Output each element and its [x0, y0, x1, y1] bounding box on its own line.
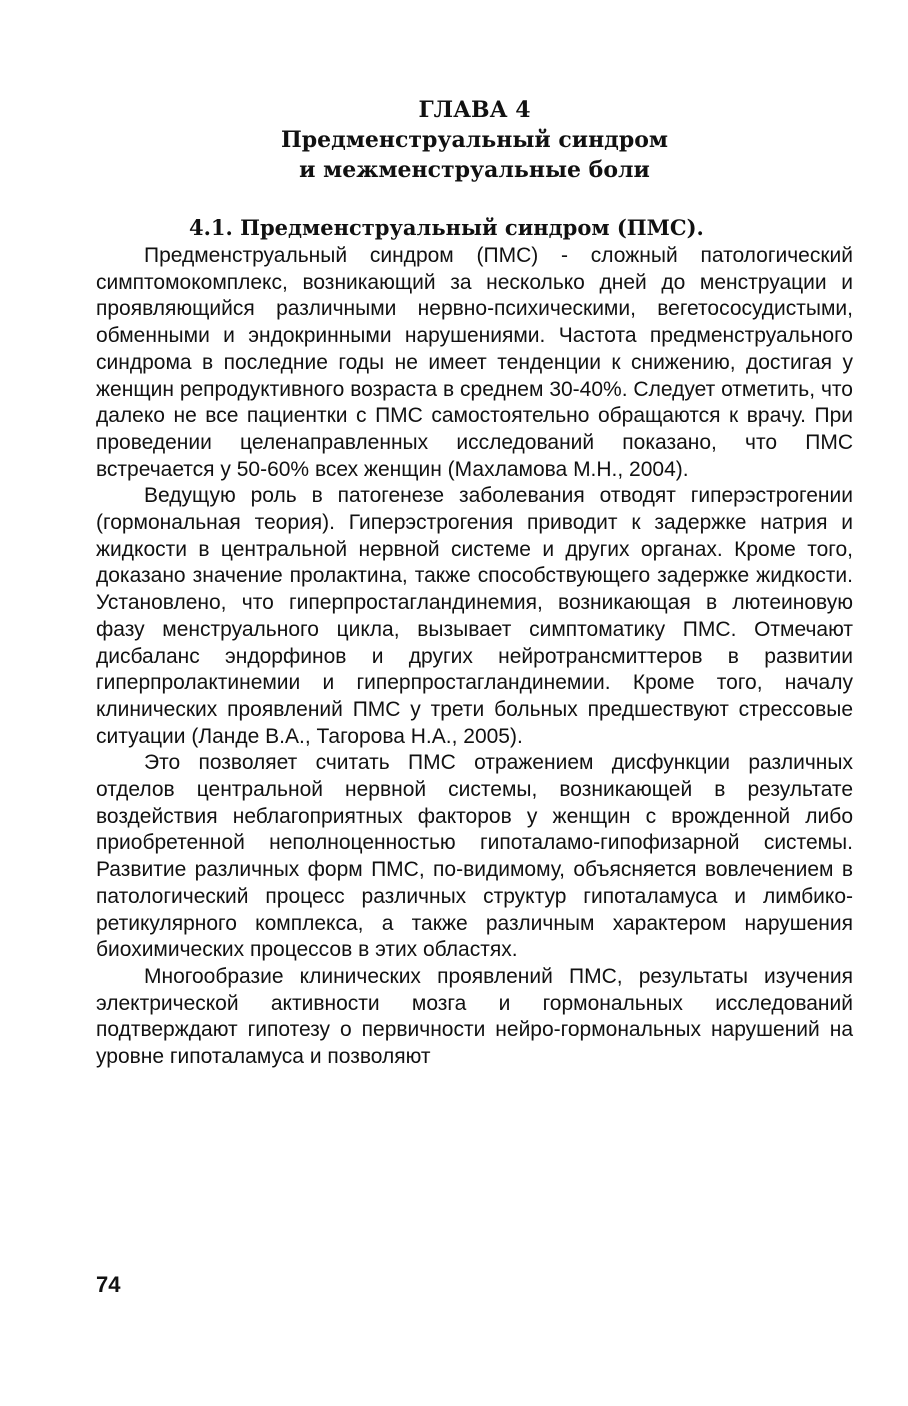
paragraph-1: Предменструальный синдром (ПМС) - сложный патологический симптомокомплекс, возникающий за несколько дней до менструации и проявляющийся различными нервно-психическими, вегетососудистыми, обменными и эндокринными нарушениями. Частота предменструального синдрома в последние годы не имеет тенденции к снижению, достигая у женщин репродуктивного возраста в среднем 30-40%. Следует отметить, что далеко не все пациентки с ПМС самостоятельно обращаются к врачу. При проведении целенаправленных исследований показано, что ПМС встречается у 50-60% всех женщин (Махламова М.Н., 2004). [96, 244, 853, 481]
page-content [96, 95, 853, 1071]
paragraph-2: Ведущую роль в патогенезе заболевания отводят гиперэстрогении (гормональная теория). Гиперэстрогения приводит к задержке натрия и жидкости в центральной нервной системе и других органах. Кроме того, доказано значение пролактина, также способствующего задержке жидкости. Установлено, что гиперпростагландинемия, возникающая в лютеиновую фазу менструального цикла, вызывает симптоматику ПМС. Отмечают дисбаланс эндорфинов и других нейротрансмиттеров в развитии гиперпролактинемии и гиперпростагландинемии. Кроме того, началу клинических проявлений ПМС у трети больных предшествуют стрессовые ситуации (Ланде В.А., Тагорова Н.А., 2005). [96, 484, 853, 748]
paragraph-3: Это позволяет считать ПМС отражением дисфункции различных отделов центральной нервной системы, возникающей в результате воздействия неблагоприятных факторов у женщин с врожденной либо приобретенной неполноценностью гипоталамо-гипофизарной системы. Развитие различных форм ПМС, по-видимому, объясняется вовлечением в патологический процесс различных структур гипоталамуса и лимбико-ретикулярного комплекса, а также различным характером нарушения биохимических процессов в этих областях. [96, 751, 853, 962]
chapter-heading [96, 95, 853, 185]
chapter-title-line-2: и межменструальные боли [299, 157, 650, 183]
chapter-title-line-1: Предменструальный синдром [281, 127, 668, 153]
section-heading: 4.1. Предменструальный синдром (ПМС). [189, 215, 704, 240]
chapter-number: ГЛАВА 4 [418, 97, 531, 123]
paragraph-4: Многообразие клинических проявлений ПМС, результаты изучения электрической активности мозга и гормональных исследований подтверждают гипотезу о первичности нейро-гормональных нарушений на уровне гипоталамуса и позволяют [96, 964, 853, 1069]
page-number: 74 [96, 1272, 121, 1297]
